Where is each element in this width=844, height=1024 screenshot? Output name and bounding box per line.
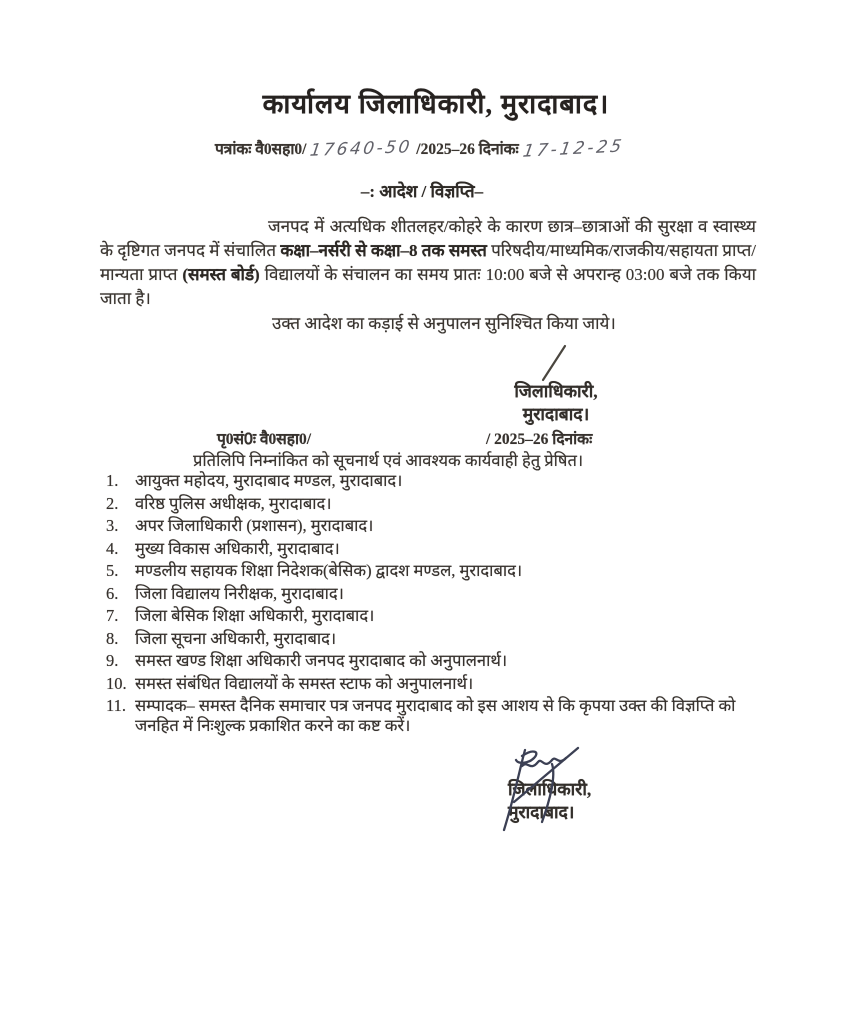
item-text: वरिष्ठ पुलिस अधीक्षक, मुरादाबाद। [135,493,332,513]
item-number: 4. [106,538,119,558]
designation: जिलाधिकारी, [508,779,592,799]
signature-slash-icon [541,344,567,382]
place: मुरादाबाद। [508,802,575,822]
letter-number-line [215,136,628,162]
item-number: 10. [106,673,127,693]
list-item [106,471,758,491]
list-item [106,651,758,671]
item-text: अपर जिलाधिकारी (प्रशासन), मुरादाबाद। [135,516,374,535]
body-segment: परिषदीय/माध्यमिक/राजकीय/सहायता प्राप्त/मान्यता प्राप्त [100,241,756,284]
item-number: 1. [106,471,119,490]
middle-signature-block [470,380,642,425]
item-text: आयुक्त महोदय, मुरादाबाद मण्डल, मुरादाबाद। [135,471,403,490]
order-body-paragraph [100,215,756,311]
list-item [106,516,758,536]
endorsement-ref-label: पृ0सं0ः वै0सहा0/ [217,431,312,448]
item-number: 6. [106,583,119,603]
list-item [106,584,758,604]
body-segment-bold: (समस्त बोर्ड) [182,265,260,284]
item-text: मुख्य विकास अधिकारी, मुरादाबाद। [135,538,340,558]
endorsement-ref-right: / 2025–26 दिनांकः [486,431,593,448]
item-number: 9. [106,651,119,670]
order-heading: –: आदेश / विज्ञप्ति– [360,182,484,201]
item-text: जिला बेसिक शिक्षा अधिकारी, मुरादाबाद। [135,606,375,625]
office-title: कार्यालय जिलाधिकारी, मुरादाबाद। [262,89,610,119]
item-number: 11. [106,696,127,715]
item-text: जिला विद्यालय निरीक्षक, मुरादाबाद। [135,583,344,603]
item-text: समस्त संबंधित विद्यालयों के समस्त स्टाफ को अनुपालनार्थ। [135,673,474,693]
list-item [106,629,758,649]
list-item [106,561,758,581]
list-item [106,494,758,514]
body-segment: विद्यालयों के संचालन का समय प्रातः 10:00 बजे से अपरान्ह 03:00 बजे तक किया जाता है। [100,265,756,308]
copy-note: प्रतिलिपि निम्नांकित को सूचनार्थ एवं आवश्यक कार्यवाही हेतु प्रेषित। [193,451,584,470]
list-item [106,539,758,559]
item-number: 7. [106,606,119,625]
list-item [106,606,758,626]
copy-to-list [106,471,758,738]
date-handwritten: 17-12-25 [521,136,626,162]
item-text: जिला सूचना अधिकारी, मुरादाबाद। [135,628,337,648]
place: मुरादाबाद। [522,403,590,424]
letter-no-suffix: /2025–26 दिनांकः [416,141,519,158]
letter-no-label: पत्रांकः वै0सहा0/ [215,141,307,158]
item-number: 8. [106,628,119,648]
list-item [106,674,758,694]
body-segment-bold: कक्षा–नर्सरी से कक्षा–8 तक समस्त [280,241,487,260]
item-text: मण्डलीय सहायक शिक्षा निदेशक(बेसिक) द्वादश मण्डल, मुरादाबाद। [135,561,523,580]
item-number: 5. [106,561,119,580]
item-text: समस्त खण्ड शिक्षा अधिकारी जनपद मुरादाबाद को अनुपालनार्थ। [135,651,508,670]
handwritten-signature-icon [492,742,607,834]
list-item [106,696,758,735]
item-number: 3. [106,516,119,535]
designation: जिलाधिकारी, [514,381,598,401]
item-text: सम्पादक– समस्त दैनिक समाचार पत्र जनपद मुरादाबाद को इस आशय से कि कृपया उक्त की विज्ञप्ति को जनहित में निःशुल्क प्रकाशित करने का कष्ट करें। [135,696,736,735]
body-segment: जनपद में अत्यधिक शीतलहर/कोहरे के कारण छात्र–छात्राओं की सुरक्षा व स्वास्थ्य के दृष्टिगत जनपद में संचालित [100,217,756,260]
compliance-line: उक्त आदेश का कड़ाई से अनुपालन सुनिश्चित किया जाये। [272,314,616,333]
item-number: 2. [106,493,119,513]
letter-no-handwritten: 17640-50 [309,137,414,161]
